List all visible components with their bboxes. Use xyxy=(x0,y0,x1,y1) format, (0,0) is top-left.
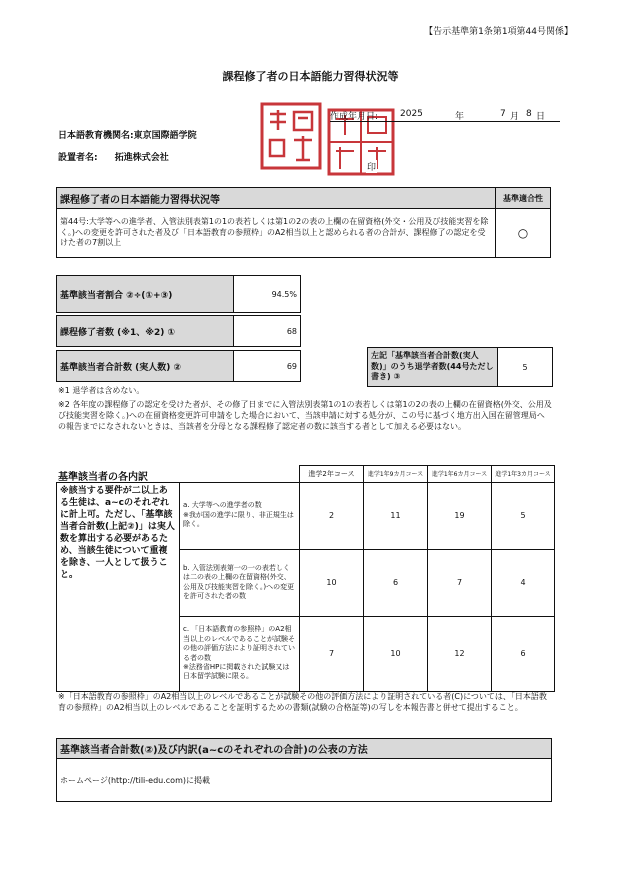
withdrawn-table xyxy=(367,347,553,387)
column-header: 進学2年コース xyxy=(300,466,364,483)
founder-name: 拓進株式会社 xyxy=(114,153,169,163)
table-row xyxy=(57,482,555,549)
withdrawn-label: 左記「基準該当者合計数(実人数)」のうち退学者数(44号ただし書き) ③ xyxy=(368,348,498,387)
column-header: 進学1年3カ月コース xyxy=(492,466,555,483)
cell-value: 2 xyxy=(300,482,364,549)
cell-value: 11 xyxy=(364,482,428,549)
row-sub: ※我が国の進学に限り、非正規生は除く。 xyxy=(183,510,294,529)
cell-value: 4 xyxy=(492,549,555,616)
cell-value: 10 xyxy=(364,616,428,691)
note-1: ※1 退学者は含めない。 xyxy=(58,386,145,395)
total-label: 基準該当者合計数 (実人数) ② xyxy=(57,351,234,382)
completers-value: 68 xyxy=(234,316,301,347)
row-label-b xyxy=(180,549,300,616)
ratio-value: 94.5% xyxy=(234,276,301,313)
total-table xyxy=(56,350,301,382)
withdrawn-value: 5 xyxy=(498,348,553,387)
status-heading: 課程修了者の日本語能力習得状況等 xyxy=(57,188,496,209)
metrics-table xyxy=(56,275,301,313)
row-label: c. 「日本語教育の参照枠」のA2相当以上のレベルであることが試験その他の評価方法により証明されている者の数 xyxy=(183,625,295,662)
founder-label: 設置者名: xyxy=(58,153,98,163)
row-label: a. 大学等への進学者の数 xyxy=(183,501,262,510)
compliance-value: ○ xyxy=(496,209,551,258)
cell-value: 7 xyxy=(300,616,364,691)
date-day: 8 xyxy=(526,109,532,119)
page-title: 課程修了者の日本語能力習得状況等 xyxy=(222,70,399,83)
cell-value: 6 xyxy=(492,616,555,691)
cell-value: 12 xyxy=(428,616,492,691)
criterion-text: 第44号:大学等への進学者、入管法別表第1の1の表若しくは第1の2の表の上欄の在留資格(外交・公用及び技能実習を除く。)への変更を許可された者及び「日本語教育の参照枠」のA2相当以上と認められる者の合計が、課程修了の認定を受けた者の7割以上 xyxy=(57,209,496,258)
institution-label: 日本語教育機関名: xyxy=(58,131,134,141)
row-label: b. 入管法別表第一の一の表若しくは二の表の上欄の在留資格(外交、公用及び技能実習を除く。)への変更を許可された者の数 xyxy=(183,563,295,600)
note-2: ※2 各年度の課程修了の認定を受けた者が、その修了日までに入管法別表第1の1の表若しくは第1の2の表の上欄の在留資格(外交、公用及び技能実習を除く。)への在留資格変更許可申請をした場合において、当該申請に対する処分が、この号に基づく地方出入国在留管理局への報告までになされないときは、当該者を分母となる課程修了認定者の数に該当する者として加える必要はない。 xyxy=(58,400,552,431)
date-year: 2025 xyxy=(400,109,423,119)
cell-value: 19 xyxy=(428,482,492,549)
side-note: ※該当する要件が二以上ある生徒は、a~cのそれぞれに計上可。ただし、「基準該当者合計数(上記②)」は実人数を算出する必要があるため、当該生徒について重複を除き、一人として扱うこと。 xyxy=(57,482,180,691)
status-table xyxy=(56,187,551,258)
row-label-c xyxy=(180,616,300,691)
column-header: 進学1年6カ月コース xyxy=(428,466,492,483)
institution-seal xyxy=(258,100,324,172)
date-line xyxy=(330,109,560,122)
completers-table xyxy=(56,315,301,347)
cell-value: 7 xyxy=(428,549,492,616)
completers-label: 課程修了者数 (※1、※2) ① xyxy=(57,316,234,347)
founder-line xyxy=(58,150,169,163)
date-year-unit: 年 xyxy=(455,112,465,122)
cell-value: 6 xyxy=(364,549,428,616)
row-label-a xyxy=(180,482,300,549)
regulation-notice: 【告示基準第1条第1項第44号関係】 xyxy=(424,27,573,37)
institution-name: 東京国際語学院 xyxy=(133,131,197,141)
stamp-mark: 印 xyxy=(366,160,377,173)
footnote-c: ※「日本語教育の参照枠」のA2相当以上のレベルであることが試験その他の評価方法により証明されている者(C)については、「日本語教育の参照枠」のA2相当以上のレベルであることを証明するための書類(試験の合格証等)の写しを本報告書と併せて提出すること。 xyxy=(58,692,547,712)
publication-value: ホームページ(http://tili-edu.com)に掲載 xyxy=(57,759,552,802)
total-value: 69 xyxy=(234,351,301,382)
breakdown-table xyxy=(56,465,555,692)
institution-line xyxy=(58,128,197,141)
date-day-unit: 日 xyxy=(536,112,546,122)
breakdown-blank-1 xyxy=(57,466,180,483)
date-month: 7 xyxy=(500,109,506,119)
publication-heading: 基準該当者合計数(②)及び内訳(a~cのそれぞれの合計)の公表の方法 xyxy=(57,739,552,759)
breakdown-blank-2 xyxy=(180,466,300,483)
compliance-heading: 基準適合性 xyxy=(496,188,551,209)
row-sub: ※法務省HPに掲載された試験又は日本留学試験に限る。 xyxy=(183,662,290,681)
cell-value: 5 xyxy=(492,482,555,549)
column-header: 進学1年9カ月コース xyxy=(364,466,428,483)
publication-table xyxy=(56,738,552,802)
ratio-label: 基準該当者割合 ②÷(①+③) xyxy=(57,276,234,313)
date-label: 作成年月日: xyxy=(330,112,379,122)
cell-value: 10 xyxy=(300,549,364,616)
breakdown-heading: 基準該当者の各内訳 xyxy=(58,472,148,483)
date-month-unit: 月 xyxy=(510,112,520,122)
